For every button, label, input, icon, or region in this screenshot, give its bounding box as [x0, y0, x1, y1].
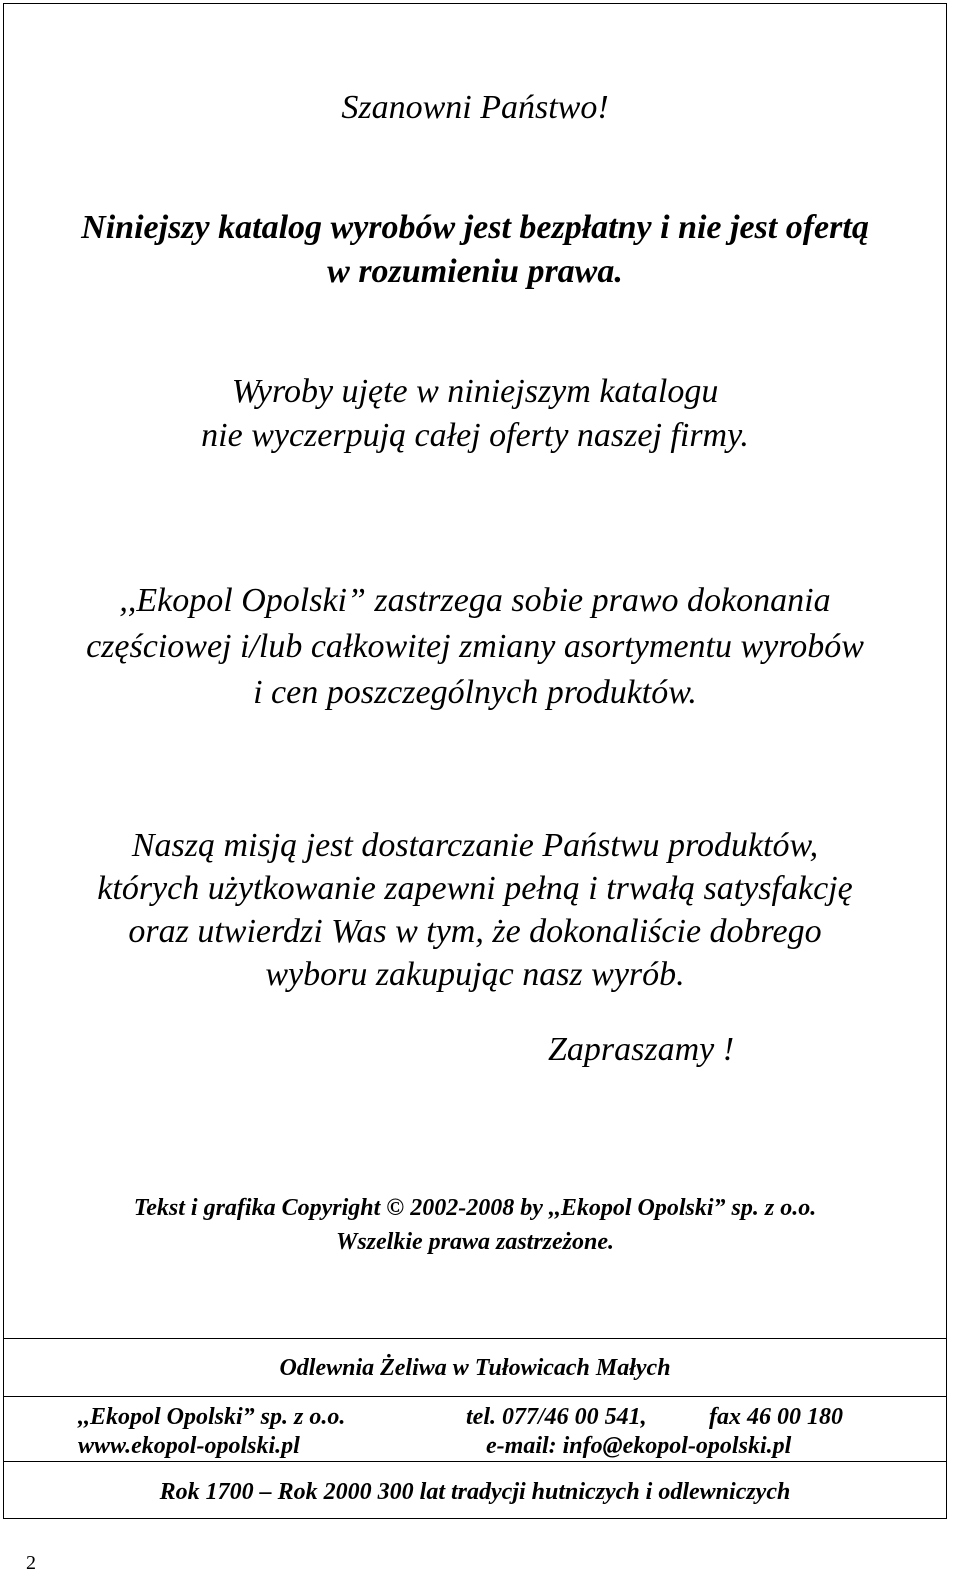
notice-free-line: w rozumieniu prawa.: [327, 253, 623, 290]
invitation: Zapraszamy !: [548, 1031, 735, 1068]
footer-divider: [3, 1338, 947, 1339]
email-link[interactable]: e-mail: info@ekopol-opolski.pl: [486, 1433, 792, 1459]
copyright-notice: [3, 1191, 947, 1259]
notice-scope-line: Wyroby ujęte w niniejszym katalogu: [231, 373, 719, 410]
tradition-line: Rok 1700 – Rok 2000 300 lat tradycji hutniczych i odlewniczych: [159, 1479, 791, 1505]
page-number: 2: [26, 1552, 36, 1574]
notice-free-line: Niniejszy katalog wyrobów jest bezpłatny i nie jest ofertą: [81, 209, 869, 246]
notice-rights-line: częściowej i/lub całkowitej zmiany asortymentu wyrobów: [86, 628, 864, 665]
mission-statement: [3, 824, 947, 996]
fax-number: fax 46 00 180: [709, 1404, 843, 1430]
copyright-line: Wszelkie prawa zastrzeżone.: [335, 1229, 615, 1255]
mission-line: których użytkowanie zapewni pełną i trwałą satysfakcję: [97, 870, 853, 907]
notice-scope-line: nie wyczerpują całej oferty naszej firmy.: [201, 417, 749, 454]
notice-free-catalog: [3, 206, 947, 294]
company-name: ,,Ekopol Opolski” sp. z o.o.: [78, 1404, 346, 1430]
notice-rights: [3, 578, 947, 716]
copyright-line: Tekst i grafika Copyright © 2002-2008 by ,,Ekopol Opolski” sp. z o.o.: [133, 1195, 817, 1221]
website-link[interactable]: www.ekopol-opolski.pl: [78, 1433, 300, 1459]
phone-number: tel. 077/46 00 541,: [466, 1404, 647, 1430]
notice-rights-line: ,,Ekopol Opolski” zastrzega sobie prawo dokonania: [119, 582, 831, 619]
mission-line: Naszą misją jest dostarczanie Państwu produktów,: [131, 827, 819, 864]
footer-divider: [3, 1396, 947, 1397]
greeting: Szanowni Państwo!: [341, 89, 609, 126]
notice-scope: [3, 370, 947, 458]
mission-line: wyboru zakupując nasz wyrób.: [265, 956, 685, 993]
foundry-name: Odlewnia Żeliwa w Tułowicach Małych: [279, 1355, 671, 1381]
footer-divider: [3, 1461, 947, 1462]
notice-rights-line: i cen poszczególnych produktów.: [253, 674, 697, 711]
mission-line: oraz utwierdzi Was w tym, że dokonaliście dobrego: [128, 913, 822, 950]
